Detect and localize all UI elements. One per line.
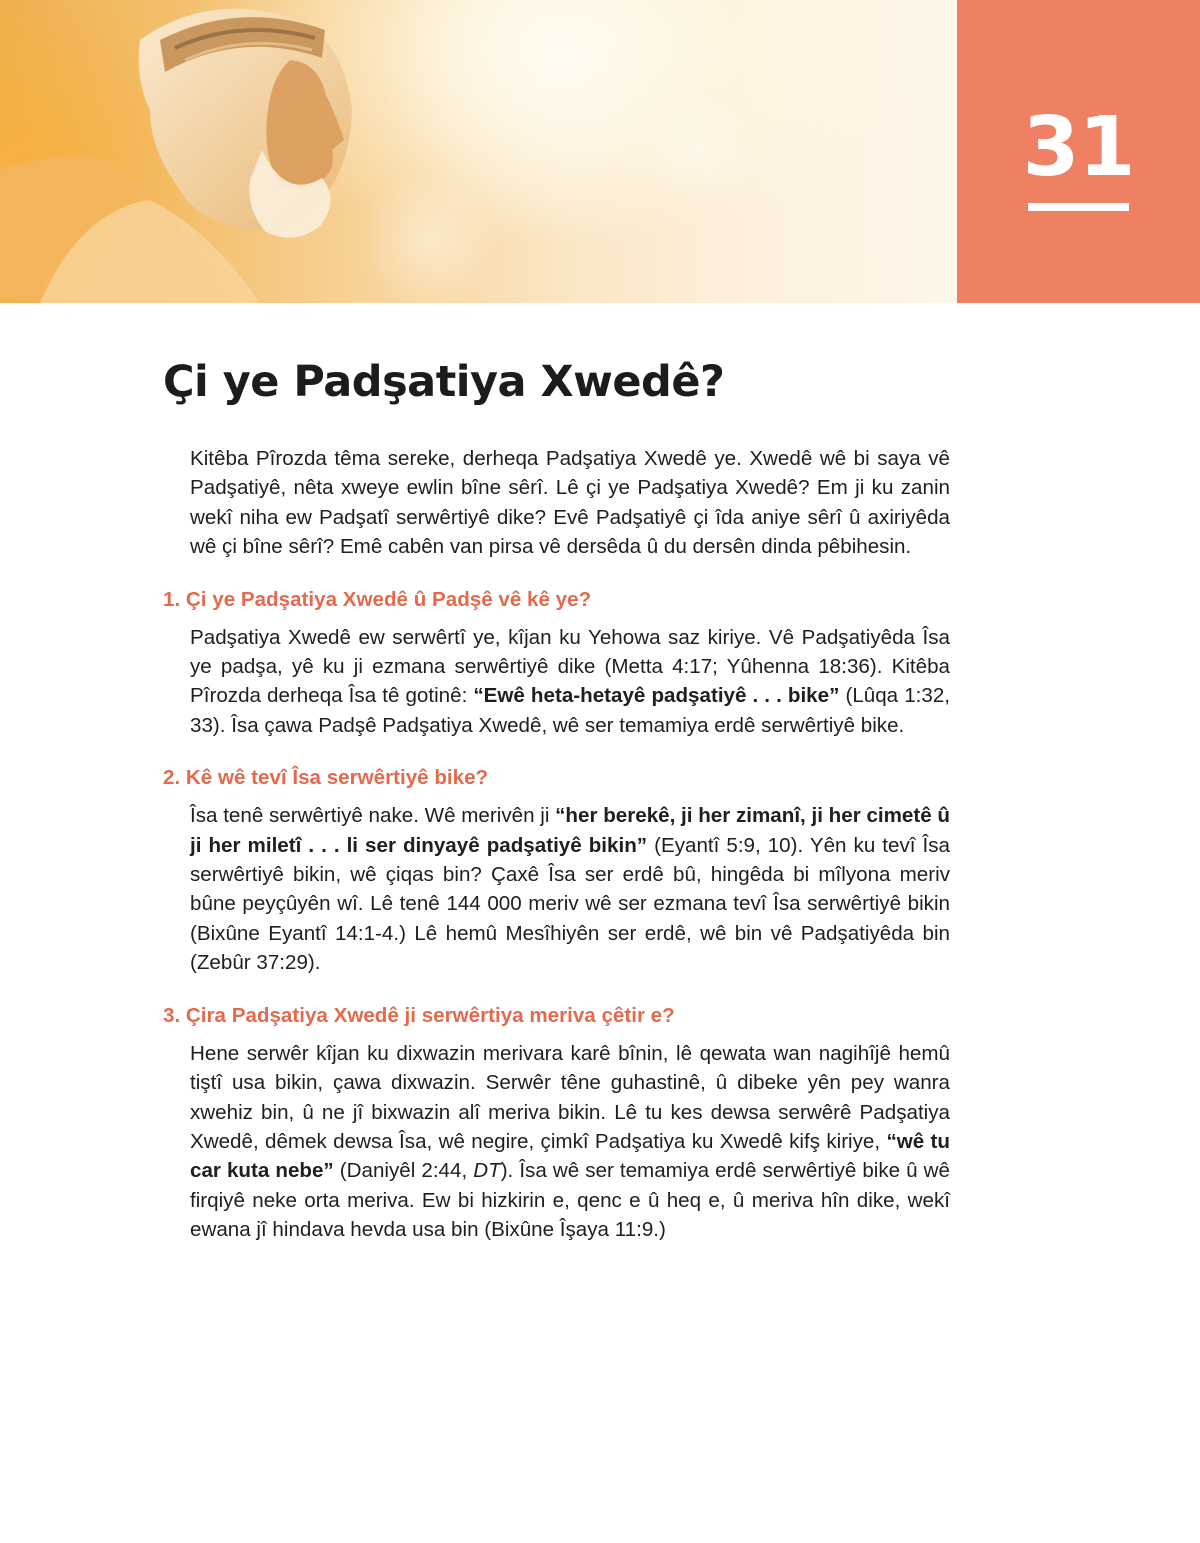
page-title: Çi ye Padşatiya Xwedê? bbox=[163, 357, 725, 407]
section-1-number: 1. bbox=[163, 587, 181, 611]
section-1-paragraph bbox=[190, 623, 950, 741]
section-2-question: Kê wê tevî Îsa serwêrtiyê bike? bbox=[185, 766, 489, 790]
intro-paragraph: Kitêba Pîrozda têma sereke, derheqa Padşatiya Xwedê ye. Xwedê wê bi saya vê Padşatiyê, nêta xweye ewlin bîne sêrî. Lê çi ye Padşatiya Xwedê? Em ji ku zanin wekî niha ew Padşatî serwêrtiyê dike? Evê Padşatiyê çi îda aniye sêrî û axiriyêda wê çi bîne sêrî? Emê cabên van pirsa vê dersêda û du dersên dinda pêbihesin. bbox=[190, 447, 950, 559]
section-3-number: 3. bbox=[163, 1003, 181, 1027]
lesson-number-box bbox=[957, 0, 1200, 303]
lesson-number: 31 bbox=[1022, 100, 1135, 195]
section-1-text-b: (Lûqa 1:32, 33). Îsa çawa Padşê Padşatiya Xwedê, wê ser temamiya erdê serwêrtiyê bike. bbox=[190, 684, 950, 737]
section-1-bold-quote: “Ewê heta-hetayê padşatiyê . . . bike” bbox=[473, 684, 840, 708]
header-illustration bbox=[0, 0, 957, 303]
article-body bbox=[163, 444, 950, 1245]
section-1-text-a: Padşatiya Xwedê ew serwêrtî ye, kîjan ku Yehowa saz kiriye. Vê Padşatiyêda Îsa ye padşa, yê ku ji ezmana serwêrtiyê dike (Metta 4:17; Yûhenna 18:36). Kitêba Pîrozda derheqa Îsa tê gotinê: bbox=[190, 625, 950, 708]
section-3-bold-quote: “wê tu car kuta nebe” bbox=[190, 1129, 950, 1183]
section-1-heading bbox=[163, 586, 950, 614]
section-2-paragraph bbox=[190, 801, 950, 977]
section-2 bbox=[163, 764, 950, 977]
section-3-italic-abbrev: DT bbox=[473, 1159, 501, 1183]
section-2-bold-quote: “her berekê, ji her zimanî, ji her cimetê û ji her miletî . . . li ser dinyayê padşatiyê bikin” bbox=[190, 804, 950, 857]
section-1-question: Çi ye Padşatiya Xwedê û Padşê vê kê ye? bbox=[185, 587, 592, 611]
section-3-heading bbox=[163, 1002, 950, 1030]
section-3-text-c: ). Îsa wê ser temamiya erdê serwêrtiyê bike û wê firqiyê neke orta meriva. Ew bi hizkirin e, qenc e û heq e, û meriva hîn dike, wekî ewana jî hindava hevda usa bin (Bixûne Îşaya 11:9.) bbox=[190, 1159, 950, 1242]
section-2-text-a: Îsa tenê serwêrtiyê nake. Wê merivên ji bbox=[190, 804, 556, 828]
section-3 bbox=[163, 1002, 950, 1245]
lesson-number-underline bbox=[1028, 203, 1129, 211]
king-illustration bbox=[0, 0, 957, 303]
section-2-number: 2. bbox=[163, 766, 181, 790]
section-1 bbox=[163, 586, 950, 741]
section-3-question: Çira Padşatiya Xwedê ji serwêrtiya meriva çêtir e? bbox=[185, 1003, 675, 1027]
section-3-text-b: (Daniyêl 2:44, bbox=[333, 1159, 474, 1183]
section-3-paragraph bbox=[190, 1039, 950, 1245]
section-2-text-b: (Eyantî 5:9, 10). Yên ku tevî Îsa serwêrtiyê bikin, wê çiqas bin? Çaxê Îsa ser erdê bû, hingêda bi mîlyona meriv bûne peyçûyên wî. Lê tenê 144 000 meriv wê ser ezmana tevî Îsa serwêrtiyê bikin (Bixûne Eyantî 14:1-4.) Lê hemû Mesîhiyên ser erdê, wê bin vê Padşatiyêda bin (Zebûr 37:29). bbox=[190, 833, 950, 975]
section-2-heading bbox=[163, 764, 950, 792]
section-3-text-a: Hene serwêr kîjan ku dixwazin merivara karê bînin, lê qewata wan nagihîjê hemû tiştî usa bikin, çawa dixwazin. Serwêr têne guhastinê, û dibeke yên pey wanra xwehiz bin, û ne jî bixwazin alî meriva bikin. Lê tu kes dewsa serwêrê Padşatiya Xwedê, dêmek dewsa Îsa, wê negire, çimkî Padşatiya ku Xwedê kifş kiriye, bbox=[190, 1041, 950, 1153]
